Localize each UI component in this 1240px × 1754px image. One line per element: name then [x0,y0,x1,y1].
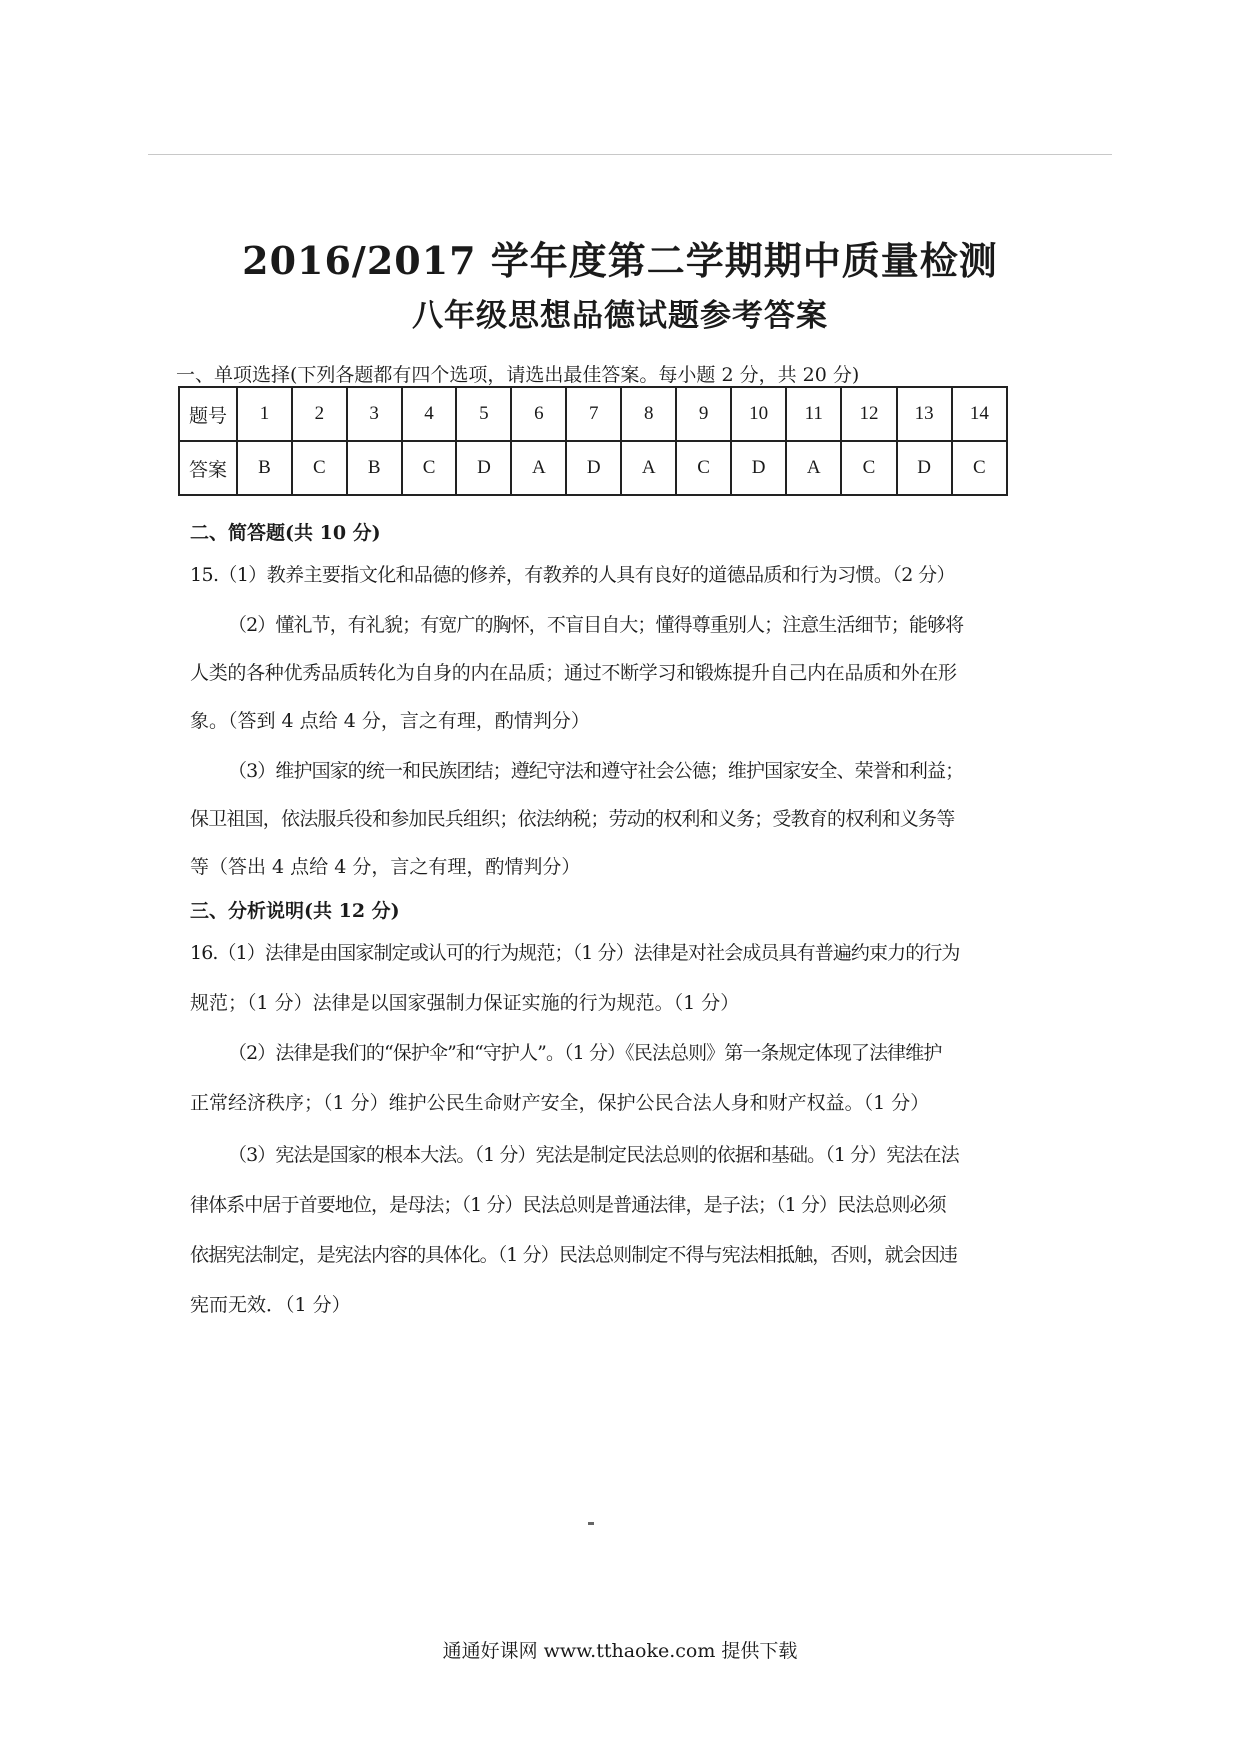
answer-cell: A [621,441,676,495]
answer-cell: D [456,441,511,495]
question-number: 6 [511,387,566,441]
page-subtitle: 八年级思想品德试题参考答案 [412,298,828,334]
answer-cell: A [511,441,566,495]
section-one-heading: 一、单项选择(下列各题都有四个选项，请选出最佳答案。每小题 2 分，共 20 分) [176,364,860,386]
answer-cell: D [566,441,621,495]
question-number: 5 [456,387,511,441]
section-three-heading: 三、分析说明(共 12 分) [190,900,400,922]
answer-line: 15.（1）教养主要指文化和品德的修养，有教养的人具有良好的道德品质和行为习惯。（2 分） [190,564,955,586]
answer-line: 宪而无效．（1 分） [190,1294,351,1316]
answer-line: 保卫祖国，依法服兵役和参加民兵组织；依法纳税；劳动的权利和义务；受教育的权利和义务等 [190,808,955,830]
question-number: 12 [841,387,896,441]
question-number: 3 [347,387,402,441]
answer-table [178,386,1008,496]
question-number: 14 [952,387,1007,441]
scan-speck [588,1522,594,1525]
answer-cell: C [292,441,347,495]
row-label-number: 题号 [179,387,237,441]
answer-line: 等（答出 4 点给 4 分，言之有理，酌情判分） [190,856,581,878]
answer-cell: C [841,441,896,495]
question-number: 13 [897,387,952,441]
question-number: 8 [621,387,676,441]
answer-line: 规范；（1 分）法律是以国家强制力保证实施的行为规范。（1 分） [190,992,740,1014]
answer-line: （2）法律是我们的“保护伞”和“守护人”。（1 分）《民法总则》第一条规定体现了法律维护 [228,1042,942,1064]
answer-row [179,441,1007,495]
answer-cell: B [237,441,292,495]
answer-line: 正常经济秩序；（1 分）维护公民生命财产安全，保护公民合法人身和财产权益。（1 分） [190,1092,930,1114]
answer-line: （3）维护国家的统一和民族团结；遵纪守法和遵守社会公德；维护国家安全、荣誉和利益； [228,760,964,782]
section-two-heading: 二、简答题(共 10 分) [190,522,381,544]
answer-cell: D [731,441,786,495]
answer-cell: D [897,441,952,495]
answer-cell: A [786,441,841,495]
answer-line: （3）宪法是国家的根本大法。（1 分）宪法是制定民法总则的依据和基础。（1 分）宪法在法 [228,1144,959,1166]
question-number: 1 [237,387,292,441]
answer-line: 人类的各种优秀品质转化为自身的内在品质；通过不断学习和锻炼提升自己内在品质和外在形 [190,662,957,684]
top-divider [148,154,1112,155]
answer-cell: C [952,441,1007,495]
answer-cell: C [402,441,457,495]
row-label-answer: 答案 [179,441,237,495]
answer-line: （2）懂礼节，有礼貌；有宽广的胸怀，不盲目自大；懂得尊重别人；注意生活细节；能够将 [228,614,964,636]
answer-cell: B [347,441,402,495]
answer-line: 象。（答到 4 点给 4 分，言之有理，酌情判分） [190,710,590,732]
question-number: 7 [566,387,621,441]
answer-line: 16.（1）法律是由国家制定或认可的行为规范；（1 分）法律是对社会成员具有普遍约束力的行为 [190,942,960,964]
question-number-row [179,387,1007,441]
answer-cell: C [676,441,731,495]
question-number: 9 [676,387,731,441]
question-number: 2 [292,387,347,441]
answer-line: 律体系中居于首要地位，是母法；（1 分）民法总则是普通法律，是子法；（1 分）民法总则必须 [190,1194,946,1216]
footer-credit: 通通好课网 www.tthaoke.com 提供下载 [442,1640,798,1662]
question-number: 4 [402,387,457,441]
question-number: 11 [786,387,841,441]
question-number: 10 [731,387,786,441]
answer-line: 依据宪法制定，是宪法内容的具体化。（1 分）民法总则制定不得与宪法相抵触，否则，就会因违 [190,1244,958,1266]
page-title: 2016/2017 学年度第二学期期中质量检测 [242,238,998,283]
